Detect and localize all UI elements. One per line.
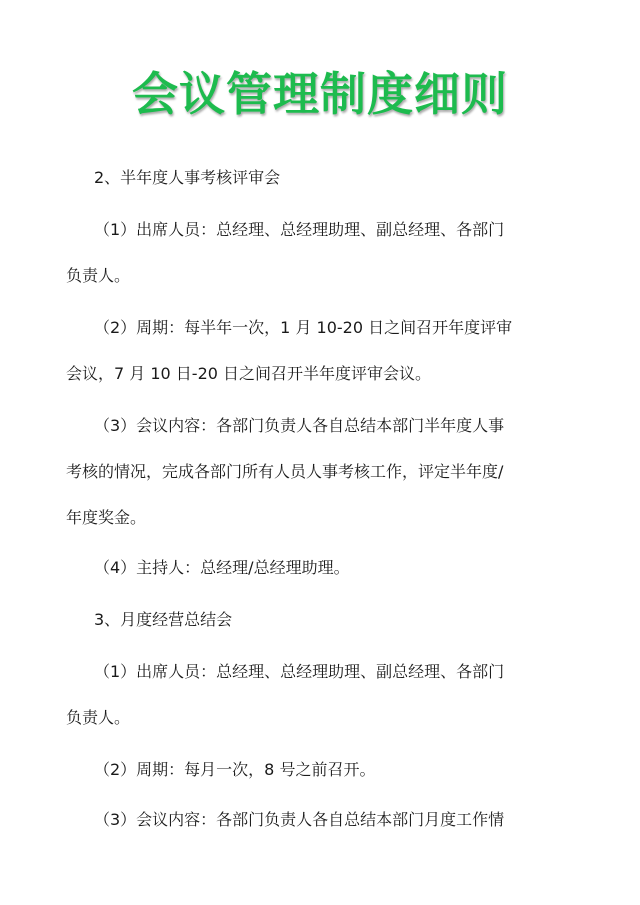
section-heading: 3、月度经营总结会	[94, 610, 233, 629]
paragraph-line: 负责人。	[66, 266, 131, 285]
document-title: 会议管理制度细则	[132, 67, 508, 121]
paragraph-line: 负责人。	[66, 708, 131, 727]
paragraph-line: （4）主持人：总经理/总经理助理。	[94, 558, 350, 577]
paragraph-line: 会议，7 月 10 日-20 日之间召开半年度评审会议。	[66, 364, 432, 383]
paragraph-line: （3）会议内容：各部门负责人各自总结本部门月度工作情	[94, 810, 505, 829]
paragraph-line: （2）周期：每月一次，8 号之前召开。	[94, 760, 376, 779]
paragraph-line: （3）会议内容：各部门负责人各自总结本部门半年度人事	[94, 416, 505, 435]
section-heading: 2、半年度人事考核评审会	[94, 168, 281, 187]
paragraph-line: 考核的情况，完成各部门所有人员人事考核工作，评定半年度/	[66, 462, 504, 481]
paragraph-line: （2）周期：每半年一次，1 月 10-20 日之间召开年度评审	[94, 318, 513, 337]
paragraph-line: 年度奖金。	[66, 508, 147, 527]
paragraph-line: （1）出席人员：总经理、总经理助理、副总经理、各部门	[94, 662, 505, 681]
paragraph-line: （1）出席人员：总经理、总经理助理、副总经理、各部门	[94, 220, 505, 239]
